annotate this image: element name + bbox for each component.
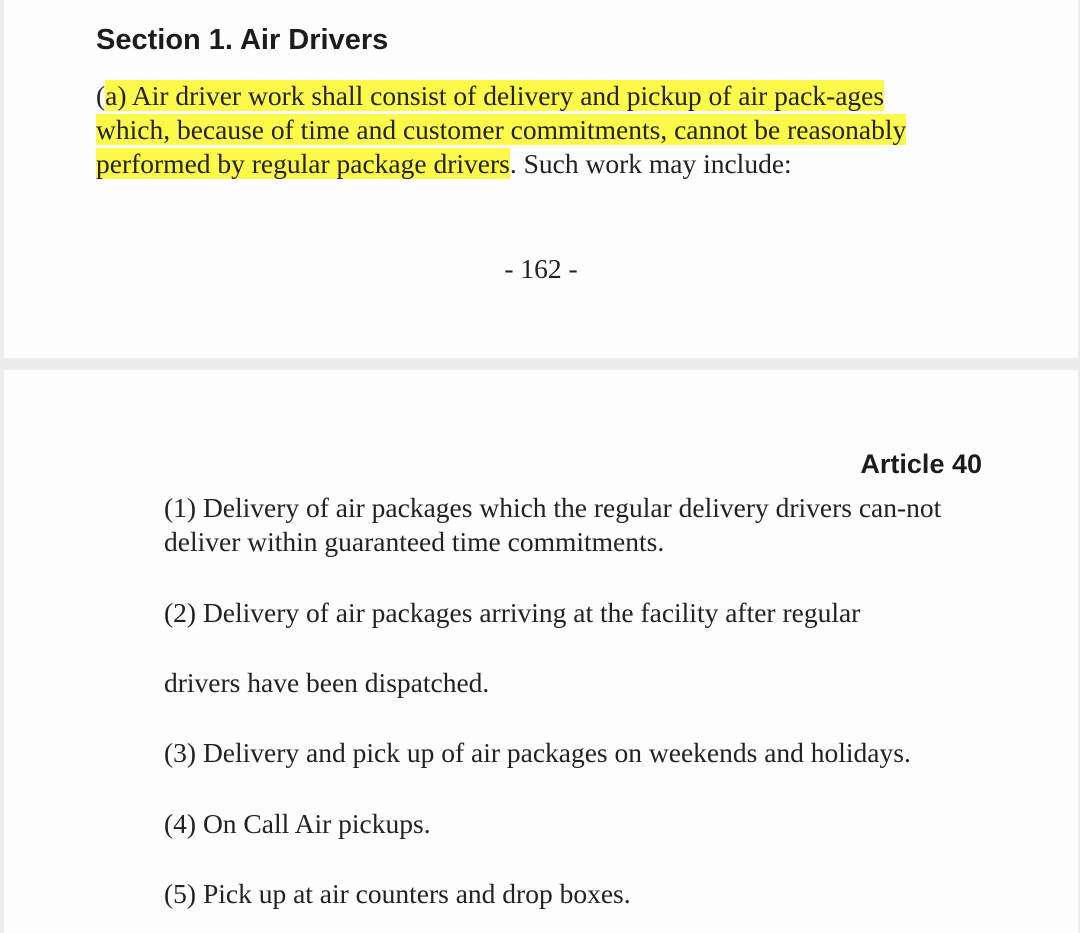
section-paragraph	[96, 79, 926, 181]
list-item: (2) Delivery of air packages arriving at the facility after regular	[164, 597, 861, 628]
highlighted-text: a) Air driver work shall consist of delivery and pickup of air pack-ages which, because of time and customer commitments, cannot be reasonably performed by regular package drivers	[96, 80, 907, 179]
list-item: (1) Delivery of air packages which the regular delivery drivers can-not deliver within guaranteed time commitments.	[164, 492, 942, 557]
paragraph-rest: . Such work may include:	[509, 148, 792, 179]
document-page-top	[4, 0, 1078, 358]
list-item: (3) Delivery and pick up of air packages on weekends and holidays.	[164, 737, 911, 768]
list-item: drivers have been dispatched.	[164, 667, 490, 698]
document-page-bottom	[4, 370, 1078, 933]
paragraph-prefix: (	[96, 80, 106, 111]
list-item: (5) Pick up at air counters and drop boxes.	[164, 878, 631, 909]
section-heading: Section 1. Air Drivers	[96, 24, 389, 56]
list-item: (4) On Call Air pickups.	[164, 808, 431, 839]
article-heading: Article 40	[860, 449, 982, 479]
page-number: - 162 -	[504, 253, 578, 284]
